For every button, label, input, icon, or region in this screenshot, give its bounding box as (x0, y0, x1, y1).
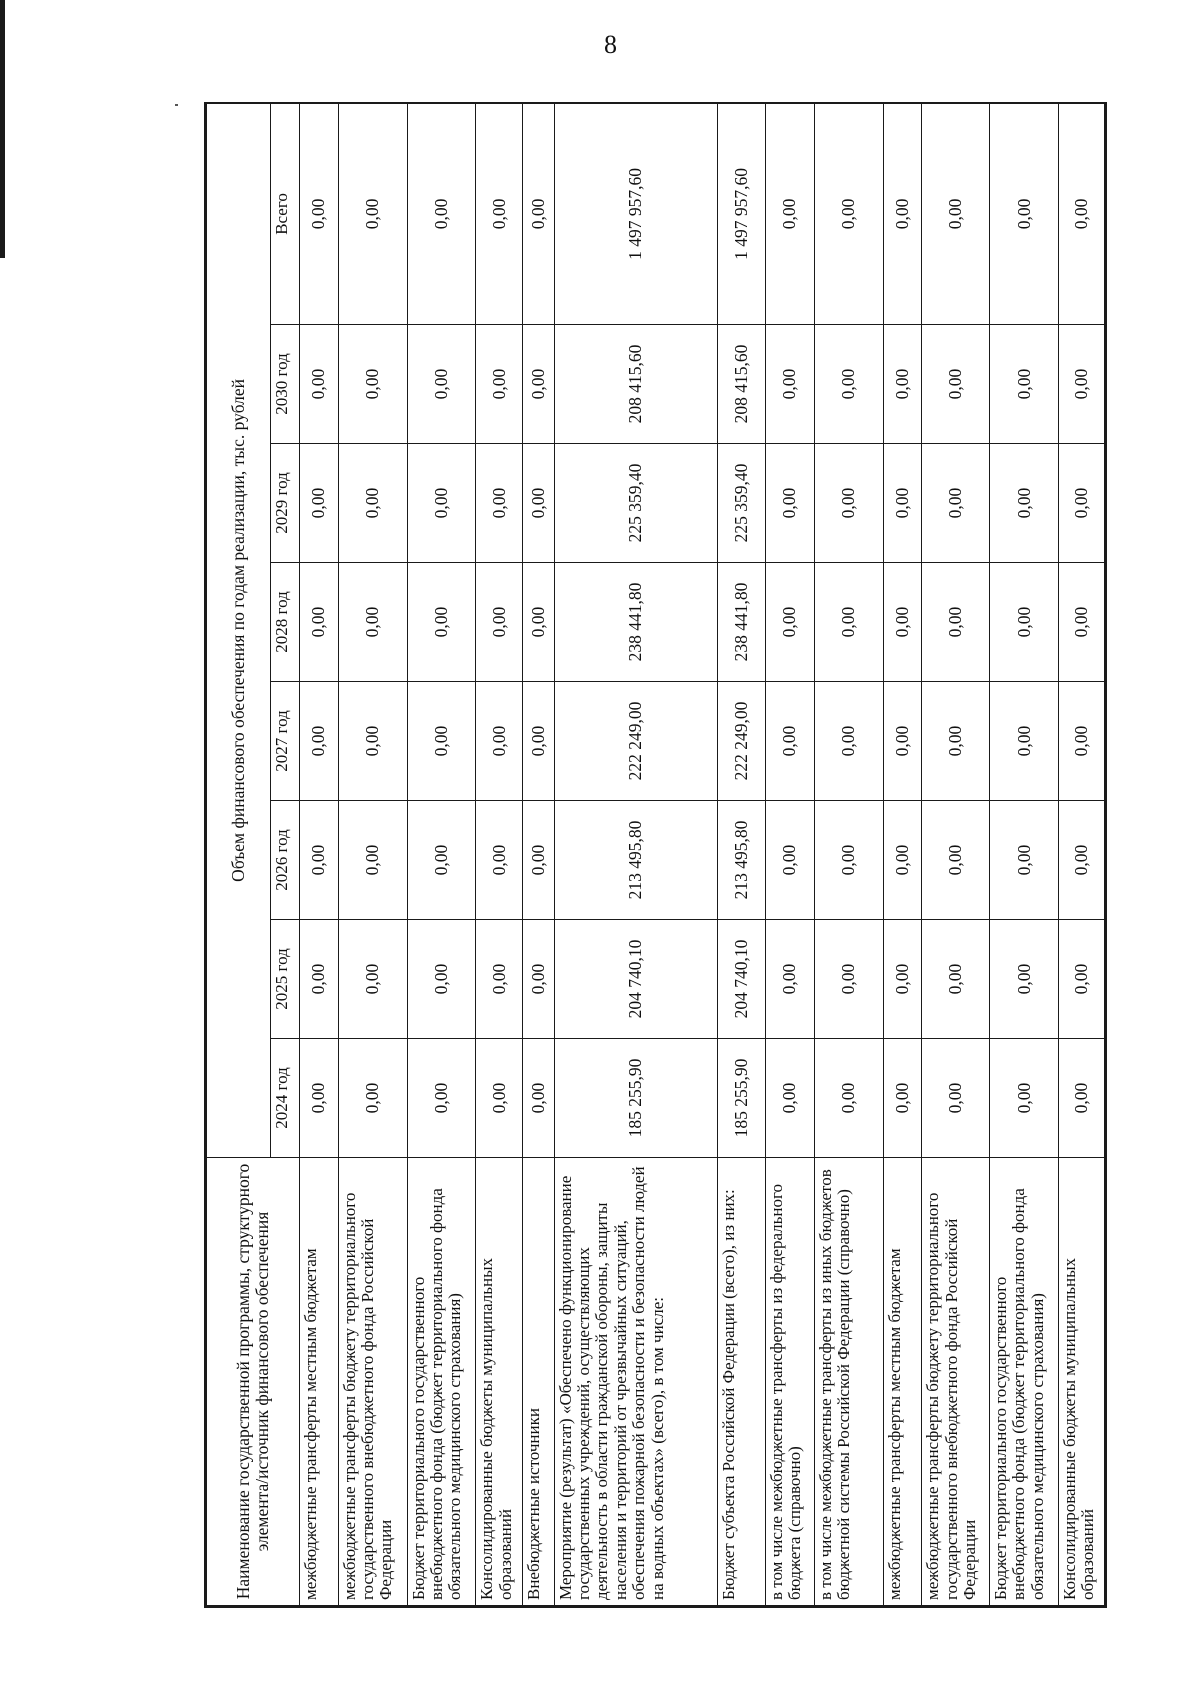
value-2028: 238 441,80 (717, 563, 765, 682)
table-row (300, 103, 339, 1605)
value-2029: 0,00 (883, 444, 922, 563)
value-2026: 0,00 (338, 801, 407, 920)
value-2028: 0,00 (922, 563, 990, 682)
page-number: 8 (604, 30, 617, 59)
value-2024: 0,00 (814, 1039, 883, 1158)
value-2027: 222 249,00 (717, 682, 765, 801)
table-row (407, 103, 476, 1605)
table-row (476, 103, 523, 1605)
value-2027: 0,00 (922, 682, 990, 801)
value-2024: 185 255,90 (717, 1039, 765, 1158)
scan-artifact (175, 104, 178, 106)
value-2028: 0,00 (476, 563, 523, 682)
value-2027: 0,00 (338, 682, 407, 801)
value-2028: 0,00 (814, 563, 883, 682)
financing-table (206, 103, 1105, 1606)
value-2030: 0,00 (407, 325, 476, 444)
value-2027: 0,00 (523, 682, 554, 801)
table-row (883, 103, 922, 1605)
value-2029: 0,00 (523, 444, 554, 563)
financing-table-rotated (206, 104, 1105, 1606)
table-row (922, 103, 990, 1605)
value-2028: 238 441,80 (554, 563, 717, 682)
value-2029: 0,00 (765, 444, 814, 563)
value-2026: 0,00 (883, 801, 922, 920)
value-total: 0,00 (765, 103, 814, 324)
value-2027: 222 249,00 (554, 682, 717, 801)
value-2028: 0,00 (883, 563, 922, 682)
value-total: 0,00 (883, 103, 922, 324)
value-2025: 0,00 (922, 920, 990, 1039)
value-total: 0,00 (523, 103, 554, 324)
value-2024: 0,00 (523, 1039, 554, 1158)
value-2029: 0,00 (1058, 444, 1104, 563)
value-2026: 0,00 (765, 801, 814, 920)
value-total: 0,00 (338, 103, 407, 324)
table-row (1058, 103, 1104, 1605)
row-name: межбюджетные трансферты бюджету территориального государственного внебюджетного фонда Российской Федерации (338, 1158, 407, 1606)
value-2026: 213 495,80 (554, 801, 717, 920)
value-2025: 0,00 (1058, 920, 1104, 1039)
value-2030: 0,00 (990, 325, 1059, 444)
value-2024: 0,00 (338, 1039, 407, 1158)
table-row (523, 103, 554, 1605)
value-2030: 0,00 (1058, 325, 1104, 444)
value-2030: 208 415,60 (554, 325, 717, 444)
row-name: межбюджетные трансферты местным бюджетам (883, 1158, 922, 1606)
value-2028: 0,00 (990, 563, 1059, 682)
value-2030: 0,00 (883, 325, 922, 444)
value-2024: 0,00 (407, 1039, 476, 1158)
value-2026: 0,00 (990, 801, 1059, 920)
value-total: 0,00 (814, 103, 883, 324)
value-total: 0,00 (476, 103, 523, 324)
value-2026: 0,00 (922, 801, 990, 920)
header-year-2027: 2027 год (271, 682, 300, 801)
value-2025: 0,00 (338, 920, 407, 1039)
row-name: Внебюджетные источники (523, 1158, 554, 1606)
value-2030: 0,00 (476, 325, 523, 444)
value-2024: 0,00 (990, 1039, 1059, 1158)
value-2029: 0,00 (814, 444, 883, 563)
value-total: 1 497 957,60 (717, 103, 765, 324)
value-2027: 0,00 (765, 682, 814, 801)
value-2024: 0,00 (922, 1039, 990, 1158)
value-2030: 0,00 (922, 325, 990, 444)
value-2024: 185 255,90 (554, 1039, 717, 1158)
scan-edge-bar (0, 0, 5, 258)
table-row (554, 103, 717, 1605)
value-2025: 0,00 (407, 920, 476, 1039)
value-total: 0,00 (1058, 103, 1104, 324)
header-year-2030: 2030 год (271, 325, 300, 444)
table-row (814, 103, 883, 1605)
value-2024: 0,00 (765, 1039, 814, 1158)
value-2030: 0,00 (300, 325, 339, 444)
row-name: Бюджет территориального государственного внебюджетного фонда (бюджет территориального фонда обязательного медицинского страхования) (407, 1158, 476, 1606)
value-2024: 0,00 (883, 1039, 922, 1158)
value-total: 0,00 (300, 103, 339, 324)
value-total: 0,00 (990, 103, 1059, 324)
value-2025: 0,00 (990, 920, 1059, 1039)
value-2029: 0,00 (476, 444, 523, 563)
value-2026: 0,00 (1058, 801, 1104, 920)
value-2027: 0,00 (883, 682, 922, 801)
value-2027: 0,00 (476, 682, 523, 801)
value-2025: 0,00 (883, 920, 922, 1039)
value-2025: 0,00 (765, 920, 814, 1039)
value-2024: 0,00 (300, 1039, 339, 1158)
value-2029: 225 359,40 (717, 444, 765, 563)
header-year-2026: 2026 год (271, 801, 300, 920)
value-2029: 0,00 (990, 444, 1059, 563)
value-2026: 213 495,80 (717, 801, 765, 920)
value-2028: 0,00 (300, 563, 339, 682)
table-row (990, 103, 1059, 1605)
table-row (765, 103, 814, 1605)
row-name: Бюджет территориального государственного внебюджетного фонда (бюджет территориального фонда обязательного медицинского страхования) (990, 1158, 1059, 1606)
table-row (717, 103, 765, 1605)
value-2025: 0,00 (476, 920, 523, 1039)
value-2028: 0,00 (765, 563, 814, 682)
value-2029: 0,00 (922, 444, 990, 563)
header-year-2024: 2024 год (271, 1039, 300, 1158)
row-name: межбюджетные трансферты местным бюджетам (300, 1158, 339, 1606)
value-2030: 208 415,60 (717, 325, 765, 444)
value-2027: 0,00 (300, 682, 339, 801)
value-2029: 0,00 (300, 444, 339, 563)
header-name: Наименование государственной программы, структурного элемента/источник финансового обеспечения (207, 1158, 300, 1606)
value-2029: 225 359,40 (554, 444, 717, 563)
value-2030: 0,00 (765, 325, 814, 444)
value-2025: 0,00 (814, 920, 883, 1039)
value-2030: 0,00 (523, 325, 554, 444)
value-2025: 204 740,10 (717, 920, 765, 1039)
row-name: в том числе межбюджетные трансферты из федерального бюджета (справочно) (765, 1158, 814, 1606)
value-2027: 0,00 (814, 682, 883, 801)
value-2030: 0,00 (814, 325, 883, 444)
row-name: Консолидированные бюджеты муниципальных образований (1058, 1158, 1104, 1606)
header-year-2028: 2028 год (271, 563, 300, 682)
value-2028: 0,00 (523, 563, 554, 682)
value-2025: 204 740,10 (554, 920, 717, 1039)
financing-table-frame (204, 102, 1107, 1608)
row-name: в том числе межбюджетные трансферты из иных бюджетов бюджетной системы Российской Федерации (справочно) (814, 1158, 883, 1606)
value-2025: 0,00 (523, 920, 554, 1039)
value-2024: 0,00 (1058, 1039, 1104, 1158)
value-2029: 0,00 (338, 444, 407, 563)
row-name: Консолидированные бюджеты муниципальных образований (476, 1158, 523, 1606)
header-year-2025: 2025 год (271, 920, 300, 1039)
value-total: 0,00 (407, 103, 476, 324)
value-2026: 0,00 (814, 801, 883, 920)
row-name: Мероприятие (результат) «Обеспечено функционирование государственных учреждений, осуществляющих деятельность в области гражданской обороны, защиты населения и территорий от чрезвычайных ситуаций, обеспечения пожарной безопасности и безопасности людей на водных объектах» (всего), в том числе: (554, 1158, 717, 1606)
value-2028: 0,00 (407, 563, 476, 682)
value-2026: 0,00 (300, 801, 339, 920)
value-2024: 0,00 (476, 1039, 523, 1158)
value-total: 0,00 (922, 103, 990, 324)
value-2025: 0,00 (300, 920, 339, 1039)
row-name: межбюджетные трансферты бюджету территориального государственного внебюджетного фонда Российской Федерации (922, 1158, 990, 1606)
row-name: Бюджет субъекта Российской Федерации (всего), из них: (717, 1158, 765, 1606)
value-2027: 0,00 (1058, 682, 1104, 801)
header-financing-volume: Объем финансового обеспечения по годам реализации, тыс. рублей (207, 103, 271, 1157)
table-row (338, 103, 407, 1605)
header-year-2029: 2029 год (271, 444, 300, 563)
value-2026: 0,00 (523, 801, 554, 920)
value-total: 1 497 957,60 (554, 103, 717, 324)
value-2030: 0,00 (338, 325, 407, 444)
value-2028: 0,00 (338, 563, 407, 682)
value-2029: 0,00 (407, 444, 476, 563)
value-2026: 0,00 (476, 801, 523, 920)
value-2027: 0,00 (990, 682, 1059, 801)
value-2027: 0,00 (407, 682, 476, 801)
value-2028: 0,00 (1058, 563, 1104, 682)
value-2026: 0,00 (407, 801, 476, 920)
header-total: Всего (271, 103, 300, 324)
